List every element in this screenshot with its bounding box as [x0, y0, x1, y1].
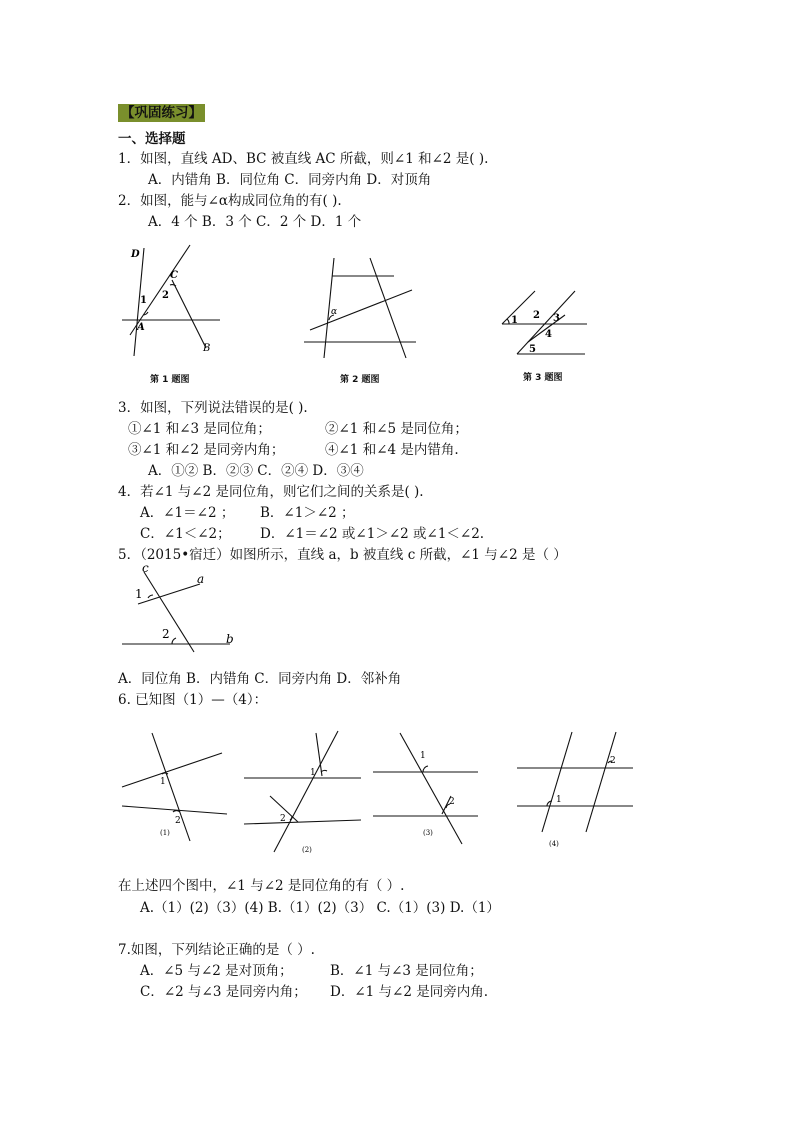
q1-options: A．内错角 B．同位角 C．同旁内角 D．对顶角: [148, 172, 432, 188]
fig1-label-1: 1: [140, 295, 147, 306]
fig3-label-5: 5: [529, 344, 536, 355]
fig3-label-2: 2: [533, 310, 540, 321]
q6-followup: 在上述四个图中，∠1 与∠2 是同位角的有（ ）.: [118, 878, 405, 894]
fig3-label-1: 1: [511, 315, 518, 326]
figure-6-2-diagram: [240, 728, 365, 853]
section-title: 一、选择题: [118, 131, 186, 147]
fig1-label-c: C: [170, 270, 178, 281]
q6-options: A.（1）(2)（3）(4) B.（1）(2)（3） C.（1）(3) D.（1）: [140, 900, 500, 916]
fig6-4-label-2: 2: [610, 756, 616, 766]
fig6-1-caption: (1): [160, 829, 170, 837]
fig5-label-1: 1: [135, 587, 143, 601]
fig6-3-label-2: 2: [449, 797, 455, 807]
fig5-label-2: 2: [162, 627, 170, 641]
fig6-2-label-1: 1: [310, 768, 316, 778]
fig6-3-label-1: 1: [420, 751, 426, 761]
fig5-label-c: c: [142, 561, 149, 575]
q5-stem: 5．（2015•宿迁）如图所示，直线 a，b 被直线 c 所截，∠1 与∠2 是（ ）: [118, 547, 567, 563]
q7-option-a: A．∠5 与∠2 是对顶角；: [140, 963, 293, 979]
figure-1-diagram: [110, 240, 230, 365]
q2-stem: 2．如图，能与∠α构成同位角的有( ).: [118, 193, 342, 209]
fig3-label-4: 4: [545, 329, 552, 340]
q3-statement-1: ①∠1 和∠3 是同位角；: [128, 421, 271, 437]
fig1-label-b: B: [203, 343, 211, 354]
q6-stem: 6. 已知图（1）—（4）：: [118, 692, 268, 708]
figure-5-diagram: [118, 562, 243, 652]
fig6-1-label-1: 1: [160, 777, 166, 787]
figure-2-diagram: [300, 250, 425, 365]
figure-3-diagram: [495, 280, 595, 365]
q2-options: A．4 个 B．3 个 C．2 个 D．1 个: [148, 214, 362, 230]
q7-option-b: B．∠1 与∠3 是同位角；: [330, 963, 483, 979]
fig5-label-b: b: [226, 632, 234, 646]
figure-1-caption: 第 1 题图: [150, 375, 190, 385]
fig6-4-caption: (4): [549, 840, 559, 848]
figure-3-caption: 第 3 题图: [523, 373, 563, 383]
fig6-2-label-2: 2: [280, 814, 286, 824]
q3-stem: 3．如图，下列说法错误的是( ).: [118, 400, 308, 416]
fig6-3-caption: (3): [423, 829, 433, 837]
q4-option-d: D．∠1＝∠2 或∠1＞∠2 或∠1＜∠2.: [260, 526, 485, 542]
figure-6-4-diagram: [512, 728, 637, 853]
fig3-label-3: 3: [553, 313, 560, 324]
fig1-label-2: 2: [162, 290, 169, 301]
q4-option-c: C．∠1＜∠2；: [140, 526, 231, 542]
section-header: 【巩固练习】: [118, 104, 205, 122]
q7-stem: 7.如图，下列结论正确的是（ ）.: [118, 942, 315, 958]
fig5-label-a: a: [197, 572, 205, 586]
q4-option-a: A．∠1＝∠2 ；: [140, 505, 235, 521]
q3-statement-2: ②∠1 和∠5 是同位角；: [325, 421, 468, 437]
q1-stem: 1．如图，直线 AD、BC 被直线 AC 所截，则∠1 和∠2 是( ).: [118, 151, 489, 167]
fig6-1-label-2: 2: [175, 816, 181, 826]
q5-options: A．同位角 B．内错角 C．同旁内角 D．邻补角: [118, 671, 402, 687]
q3-statement-4: ④∠1 和∠4 是内错角.: [325, 442, 459, 458]
q7-option-d: D．∠1 与∠2 是同旁内角.: [330, 984, 488, 1000]
fig1-label-a: A: [137, 322, 145, 333]
q3-statement-3: ③∠1 和∠2 是同旁内角；: [128, 442, 285, 458]
fig6-4-label-1: 1: [556, 795, 562, 805]
figure-6-3-diagram: [370, 728, 485, 848]
fig6-2-caption: (2): [302, 846, 312, 854]
fig2-label-alpha: α: [331, 307, 338, 317]
q7-option-c: C．∠2 与∠3 是同旁内角；: [140, 984, 307, 1000]
fig1-label-d: D: [131, 249, 140, 260]
q4-option-b: B．∠1＞∠2 ；: [260, 505, 355, 521]
figure-6-1-diagram: [118, 728, 238, 848]
q3-options: A．①② B．②③ C．②④ D．③④: [148, 463, 364, 479]
q4-stem: 4．若∠1 与∠2 是同位角，则它们之间的关系是( ).: [118, 484, 424, 500]
figure-2-caption: 第 2 题图: [340, 375, 380, 385]
